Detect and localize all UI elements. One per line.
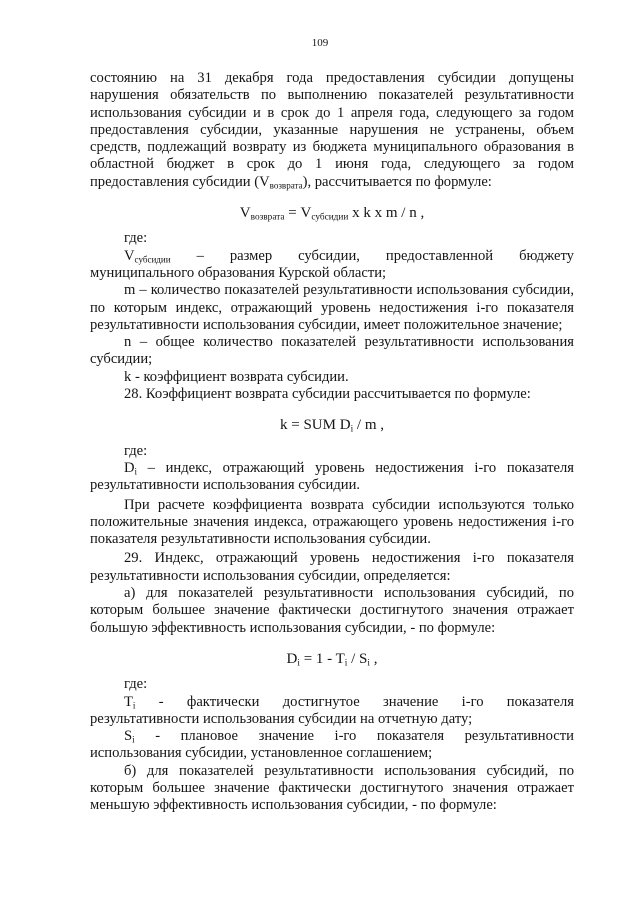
definition-v-subsidy-line: $V_{субсидии}$ – размер субсидии, предоставленной бюджету	[124, 247, 574, 264]
definition-n: n – общее количество показателей результативности использования субсидии;	[90, 334, 574, 368]
where-label-1: где:	[124, 230, 148, 247]
page-number: 109	[311, 37, 329, 49]
paragraph-b: б) для показателей результативности использования субсидий, по которым большее значение фактически достигнутого значения отражает меньшую эффективность использования субсидии, - по формуле:	[90, 762, 574, 814]
definition-k: k - коэффициент возврата субсидии.	[124, 368, 349, 385]
intro-paragraph: состоянию на 31 декабря года предоставления субсидии допущены нарушения обязательств по выполнению показателей результативности использования субсидии и в срок до 1 апреля года, следующего за годом предоставления субсидии, указанные нарушения не устранены, объем средств, подлежащий возврату из бюджета муниципального образования в областной бюджет в срок до 1 июня года, следующего за годом предоставления субсидии $(V_{возврата})$, рассчитывается по формуле:	[90, 70, 574, 191]
definition-v-subsidy-cont: муниципального образования Курской области;	[90, 264, 387, 281]
definition-v-subsidy	[90, 248, 574, 265]
definition-t	[90, 694, 574, 711]
paragraph-calculation: При расчете коэффициента возврата субсидии используются только положительные значения индекса, отражающего уровень недостижения i-го показателя результативности использования субсидии.	[90, 496, 574, 548]
formula-coefficient: k = SUM $D_i$ / m ,	[280, 417, 384, 435]
paragraph-29: 29. Индекс, отражающий уровень недостижения i-го показателя результативности использования субсидии, определяется:	[90, 550, 574, 584]
symbol-v-subsidy: $V_{субсидии}$	[124, 247, 171, 264]
document-body	[90, 70, 574, 815]
definition-t-line: $T_i$ - фактически достигнутое значение i-го показателя	[124, 693, 574, 710]
definition-m: m – количество показателей результативности использования субсидии, по которым индекс, отражающий уровень недостижения i-го показателя результативности использования субсидии, имеет положительное значение;	[90, 282, 574, 333]
formula-refund-volume: $V_{возврата} = V_{субсидии}$ x k x m / n ,	[239, 205, 425, 223]
definition-t-cont: результативности использования субсидии на отчетную дату;	[90, 710, 473, 727]
definition-s-cont: использования субсидии, установленное соглашением;	[90, 745, 433, 762]
definition-d: $D_i$ – индекс, отражающий уровень недостижения i-го показателя результативности использования субсидии.	[90, 459, 574, 494]
paragraph-28: 28. Коэффициент возврата субсидии рассчитывается по формуле:	[124, 386, 531, 403]
where-label-2: где:	[124, 442, 148, 459]
paragraph-a: а) для показателей результативности использования субсидий, по которым большее значение фактически достигнутого значения отражает большую эффективность использования субсидии, - по формуле:	[90, 585, 574, 636]
where-label-3: где:	[124, 676, 148, 693]
definition-s	[90, 728, 574, 745]
symbol-s: $S_i$	[124, 728, 135, 745]
formula-index: $D_i = 1 - T_i / S_i$ ,	[286, 650, 378, 669]
definition-s-line: $S_i$ - плановое значение i-го показателя результативности	[124, 728, 574, 745]
symbol-t: $T_i$	[124, 693, 136, 710]
